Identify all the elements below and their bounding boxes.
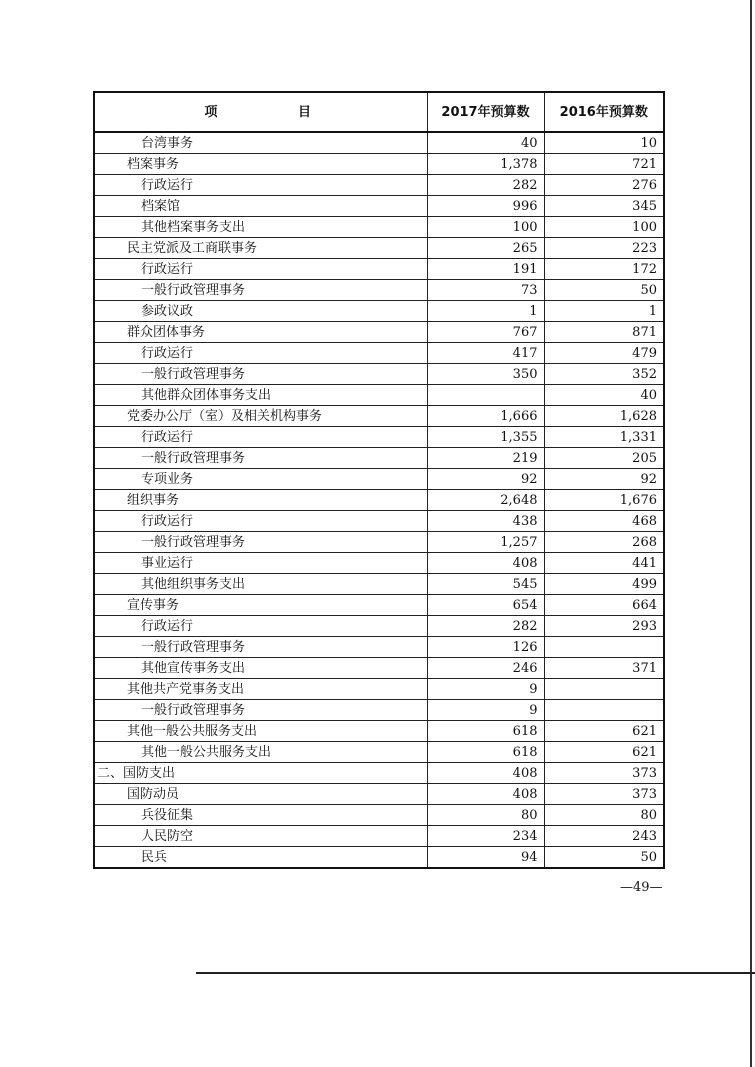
row-item-name: 行政运行 bbox=[94, 343, 427, 364]
table-row bbox=[94, 322, 664, 343]
row-2016-value: 276 bbox=[544, 175, 664, 196]
row-2017-value: 654 bbox=[427, 595, 544, 616]
row-2016-value: 50 bbox=[544, 847, 664, 869]
row-2016-value: 50 bbox=[544, 280, 664, 301]
table-row bbox=[94, 616, 664, 637]
row-item-name: 一般行政管理事务 bbox=[94, 448, 427, 469]
row-2016-value: 10 bbox=[544, 132, 664, 154]
table-row bbox=[94, 826, 664, 847]
table-row bbox=[94, 511, 664, 532]
table-row bbox=[94, 805, 664, 826]
row-2017-value: 1,666 bbox=[427, 406, 544, 427]
row-2016-value: 1,331 bbox=[544, 427, 664, 448]
table-row bbox=[94, 553, 664, 574]
row-item-name: 行政运行 bbox=[94, 427, 427, 448]
row-2017-value: 100 bbox=[427, 217, 544, 238]
row-item-name: 其他共产党事务支出 bbox=[94, 679, 427, 700]
row-2016-value: 621 bbox=[544, 742, 664, 763]
row-item-name: 组织事务 bbox=[94, 490, 427, 511]
row-2016-value: 40 bbox=[544, 385, 664, 406]
table-row bbox=[94, 742, 664, 763]
row-2017-value: 408 bbox=[427, 784, 544, 805]
row-2017-value: 767 bbox=[427, 322, 544, 343]
row-2016-value: 468 bbox=[544, 511, 664, 532]
table-row bbox=[94, 196, 664, 217]
row-2017-value: 282 bbox=[427, 175, 544, 196]
table-row bbox=[94, 658, 664, 679]
row-2016-value: 100 bbox=[544, 217, 664, 238]
row-item-name: 一般行政管理事务 bbox=[94, 637, 427, 658]
table-row bbox=[94, 259, 664, 280]
row-2016-value: 1 bbox=[544, 301, 664, 322]
row-item-name: 人民防空 bbox=[94, 826, 427, 847]
row-2017-value: 234 bbox=[427, 826, 544, 847]
row-2017-value bbox=[427, 385, 544, 406]
row-2016-value: 80 bbox=[544, 805, 664, 826]
row-item-name: 其他组织事务支出 bbox=[94, 574, 427, 595]
row-item-name: 二、国防支出 bbox=[94, 763, 427, 784]
table-row bbox=[94, 784, 664, 805]
header-row bbox=[94, 92, 664, 132]
row-2017-value: 2,648 bbox=[427, 490, 544, 511]
table-row bbox=[94, 574, 664, 595]
table-row bbox=[94, 301, 664, 322]
row-2017-value: 618 bbox=[427, 742, 544, 763]
row-item-name: 其他群众团体事务支出 bbox=[94, 385, 427, 406]
table-row bbox=[94, 700, 664, 721]
row-item-name: 党委办公厅（室）及相关机构事务 bbox=[94, 406, 427, 427]
table-row bbox=[94, 448, 664, 469]
bottom-rule bbox=[196, 972, 755, 974]
table-row bbox=[94, 469, 664, 490]
row-item-name: 其他一般公共服务支出 bbox=[94, 742, 427, 763]
header-2016-budget: 2016年预算数 bbox=[544, 92, 664, 132]
row-2017-value: 92 bbox=[427, 469, 544, 490]
row-2017-value: 126 bbox=[427, 637, 544, 658]
page-number: —49— bbox=[620, 880, 663, 895]
row-2017-value: 545 bbox=[427, 574, 544, 595]
row-2016-value: 293 bbox=[544, 616, 664, 637]
row-item-name: 参政议政 bbox=[94, 301, 427, 322]
table-header bbox=[94, 92, 664, 132]
row-item-name: 行政运行 bbox=[94, 175, 427, 196]
row-2016-value: 205 bbox=[544, 448, 664, 469]
row-item-name: 行政运行 bbox=[94, 616, 427, 637]
table-row bbox=[94, 238, 664, 259]
row-2016-value: 268 bbox=[544, 532, 664, 553]
table-row bbox=[94, 847, 664, 869]
header-item-name: 项 目 bbox=[94, 92, 427, 132]
row-item-name: 民主党派及工商联事务 bbox=[94, 238, 427, 259]
table-row bbox=[94, 385, 664, 406]
row-2017-value: 1 bbox=[427, 301, 544, 322]
row-2016-value: 352 bbox=[544, 364, 664, 385]
row-item-name: 其他宣传事务支出 bbox=[94, 658, 427, 679]
row-2017-value: 73 bbox=[427, 280, 544, 301]
budget-table bbox=[93, 91, 665, 869]
row-2017-value: 282 bbox=[427, 616, 544, 637]
table-row bbox=[94, 364, 664, 385]
table-row bbox=[94, 721, 664, 742]
row-2017-value: 246 bbox=[427, 658, 544, 679]
row-2017-value: 265 bbox=[427, 238, 544, 259]
row-2017-value: 219 bbox=[427, 448, 544, 469]
table-row bbox=[94, 532, 664, 553]
row-2017-value: 618 bbox=[427, 721, 544, 742]
row-item-name: 群众团体事务 bbox=[94, 322, 427, 343]
row-item-name: 宣传事务 bbox=[94, 595, 427, 616]
row-2016-value: 92 bbox=[544, 469, 664, 490]
row-2017-value: 40 bbox=[427, 132, 544, 154]
table-body bbox=[94, 132, 664, 868]
row-item-name: 专项业务 bbox=[94, 469, 427, 490]
page-edge-border bbox=[750, 0, 752, 1067]
row-item-name: 一般行政管理事务 bbox=[94, 532, 427, 553]
row-2017-value: 996 bbox=[427, 196, 544, 217]
row-2016-value: 441 bbox=[544, 553, 664, 574]
table-row bbox=[94, 280, 664, 301]
row-item-name: 国防动员 bbox=[94, 784, 427, 805]
row-2016-value: 172 bbox=[544, 259, 664, 280]
table-row bbox=[94, 679, 664, 700]
row-item-name: 档案事务 bbox=[94, 154, 427, 175]
row-2016-value: 223 bbox=[544, 238, 664, 259]
row-2016-value bbox=[544, 679, 664, 700]
row-2016-value: 664 bbox=[544, 595, 664, 616]
table-row bbox=[94, 343, 664, 364]
row-2016-value: 1,628 bbox=[544, 406, 664, 427]
header-2017-budget: 2017年预算数 bbox=[427, 92, 544, 132]
table-row bbox=[94, 154, 664, 175]
row-2017-value: 1,355 bbox=[427, 427, 544, 448]
table-row bbox=[94, 595, 664, 616]
row-2016-value: 499 bbox=[544, 574, 664, 595]
row-2017-value: 408 bbox=[427, 763, 544, 784]
row-item-name: 事业运行 bbox=[94, 553, 427, 574]
row-2017-value: 80 bbox=[427, 805, 544, 826]
row-2017-value: 417 bbox=[427, 343, 544, 364]
row-item-name: 台湾事务 bbox=[94, 132, 427, 154]
row-item-name: 行政运行 bbox=[94, 259, 427, 280]
table-row bbox=[94, 637, 664, 658]
row-2017-value: 9 bbox=[427, 679, 544, 700]
row-item-name: 档案馆 bbox=[94, 196, 427, 217]
row-item-name: 行政运行 bbox=[94, 511, 427, 532]
row-2017-value: 438 bbox=[427, 511, 544, 532]
row-2016-value: 243 bbox=[544, 826, 664, 847]
row-2017-value: 94 bbox=[427, 847, 544, 869]
row-2016-value: 373 bbox=[544, 784, 664, 805]
row-2016-value: 621 bbox=[544, 721, 664, 742]
row-item-name: 其他档案事务支出 bbox=[94, 217, 427, 238]
row-item-name: 其他一般公共服务支出 bbox=[94, 721, 427, 742]
table-row bbox=[94, 175, 664, 196]
row-2016-value bbox=[544, 700, 664, 721]
row-item-name: 一般行政管理事务 bbox=[94, 700, 427, 721]
row-2016-value: 1,676 bbox=[544, 490, 664, 511]
row-2016-value: 345 bbox=[544, 196, 664, 217]
row-2016-value: 371 bbox=[544, 658, 664, 679]
row-item-name: 民兵 bbox=[94, 847, 427, 869]
row-item-name: 一般行政管理事务 bbox=[94, 280, 427, 301]
row-2017-value: 350 bbox=[427, 364, 544, 385]
table-row bbox=[94, 427, 664, 448]
row-2016-value: 479 bbox=[544, 343, 664, 364]
row-item-name: 一般行政管理事务 bbox=[94, 364, 427, 385]
row-item-name: 兵役征集 bbox=[94, 805, 427, 826]
row-2016-value: 871 bbox=[544, 322, 664, 343]
row-2016-value: 373 bbox=[544, 763, 664, 784]
row-2017-value: 408 bbox=[427, 553, 544, 574]
table-row bbox=[94, 490, 664, 511]
row-2016-value bbox=[544, 637, 664, 658]
row-2017-value: 1,257 bbox=[427, 532, 544, 553]
row-2017-value: 191 bbox=[427, 259, 544, 280]
table-row bbox=[94, 217, 664, 238]
row-2017-value: 1,378 bbox=[427, 154, 544, 175]
row-2016-value: 721 bbox=[544, 154, 664, 175]
table-row bbox=[94, 763, 664, 784]
row-2017-value: 9 bbox=[427, 700, 544, 721]
table-row bbox=[94, 132, 664, 154]
table-row bbox=[94, 406, 664, 427]
